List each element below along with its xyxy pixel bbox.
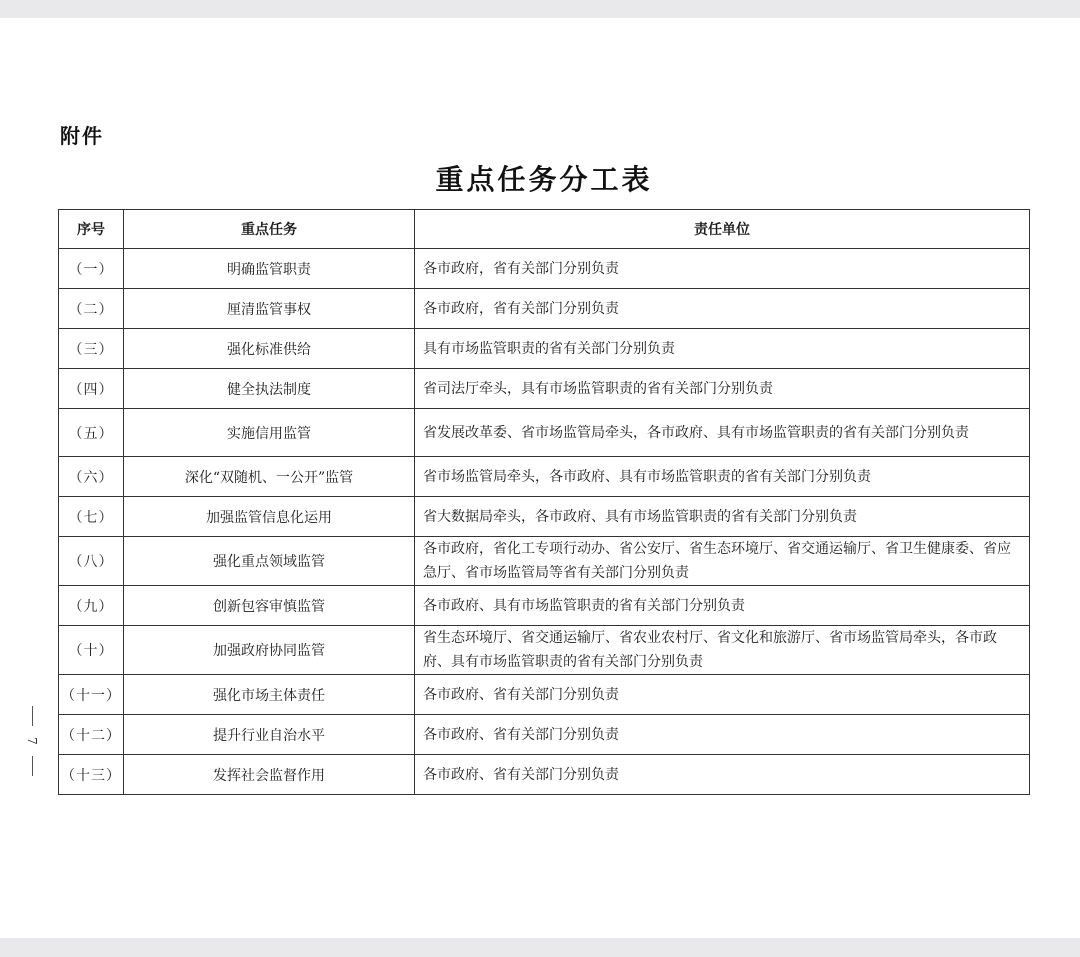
header-serial-number: 序号 [59, 210, 124, 249]
table-row [59, 626, 1030, 675]
table-row [59, 715, 1030, 755]
row-unit: 具有市场监管职责的省有关部门分别负责 [415, 329, 1030, 369]
header-responsible-unit: 责任单位 [415, 210, 1030, 249]
row-unit: 省市场监管局牵头，各市政府、具有市场监管职责的省有关部门分别负责 [415, 457, 1030, 497]
table-row [59, 675, 1030, 715]
row-task: 实施信用监管 [124, 409, 415, 457]
row-number: （三） [59, 329, 124, 369]
table-row [59, 457, 1030, 497]
table-row [59, 329, 1030, 369]
row-number: （十二） [59, 715, 124, 755]
row-number: （十一） [59, 675, 124, 715]
row-number: （九） [59, 586, 124, 626]
row-task: 深化“双随机、一公开”监管 [124, 457, 415, 497]
row-task: 厘清监管事权 [124, 289, 415, 329]
row-unit: 省大数据局牵头，各市政府、具有市场监管职责的省有关部门分别负责 [415, 497, 1030, 537]
row-unit: 各市政府，省有关部门分别负责 [415, 249, 1030, 289]
row-unit: 各市政府、具有市场监管职责的省有关部门分别负责 [415, 586, 1030, 626]
row-number: （一） [59, 249, 124, 289]
row-task: 加强政府协同监管 [124, 626, 415, 675]
page-number: 7 [25, 737, 39, 745]
row-task: 健全执法制度 [124, 369, 415, 409]
row-number: （八） [59, 537, 124, 586]
table-row [59, 369, 1030, 409]
row-number: （六） [59, 457, 124, 497]
row-unit: 省发展改革委、省市场监管局牵头，各市政府、具有市场监管职责的省有关部门分别负责 [415, 409, 1030, 457]
row-unit: 省生态环境厅、省交通运输厅、省农业农村厅、省文化和旅游厅、省市场监管局牵头，各市政府、具有市场监管职责的省有关部门分别负责 [415, 626, 1030, 675]
row-number: （十） [59, 626, 124, 675]
task-division-table [58, 209, 1030, 795]
row-task: 发挥社会监督作用 [124, 755, 415, 795]
row-number: （四） [59, 369, 124, 409]
table-row [59, 755, 1030, 795]
attachment-label: 附件 [60, 124, 104, 148]
table-row [59, 537, 1030, 586]
document-title: 重点任务分工表 [435, 163, 653, 196]
page-number-marker [27, 706, 37, 776]
row-number: （七） [59, 497, 124, 537]
row-unit: 各市政府、省有关部门分别负责 [415, 755, 1030, 795]
row-number: （五） [59, 409, 124, 457]
row-unit: 各市政府，省化工专项行动办、省公安厅、省生态环境厅、省交通运输厅、省卫生健康委、省应急厅、省市场监管局等省有关部门分别负责 [415, 537, 1030, 586]
row-unit: 各市政府，省有关部门分别负责 [415, 289, 1030, 329]
table-header-row [59, 210, 1030, 249]
row-task: 加强监管信息化运用 [124, 497, 415, 537]
row-task: 创新包容审慎监管 [124, 586, 415, 626]
row-number: （十三） [59, 755, 124, 795]
row-task: 强化重点领域监管 [124, 537, 415, 586]
table-row [59, 289, 1030, 329]
row-task: 明确监管职责 [124, 249, 415, 289]
table-row [59, 409, 1030, 457]
row-unit: 各市政府、省有关部门分别负责 [415, 715, 1030, 755]
row-task: 强化市场主体责任 [124, 675, 415, 715]
table-row [59, 249, 1030, 289]
table-row [59, 497, 1030, 537]
row-unit: 省司法厅牵头，具有市场监管职责的省有关部门分别负责 [415, 369, 1030, 409]
page-number-dash-top [32, 706, 33, 726]
row-number: （二） [59, 289, 124, 329]
row-unit: 各市政府、省有关部门分别负责 [415, 675, 1030, 715]
row-task: 强化标准供给 [124, 329, 415, 369]
table-row [59, 586, 1030, 626]
page-number-dash-bottom [32, 756, 33, 776]
header-key-task: 重点任务 [124, 210, 415, 249]
row-task: 提升行业自治水平 [124, 715, 415, 755]
